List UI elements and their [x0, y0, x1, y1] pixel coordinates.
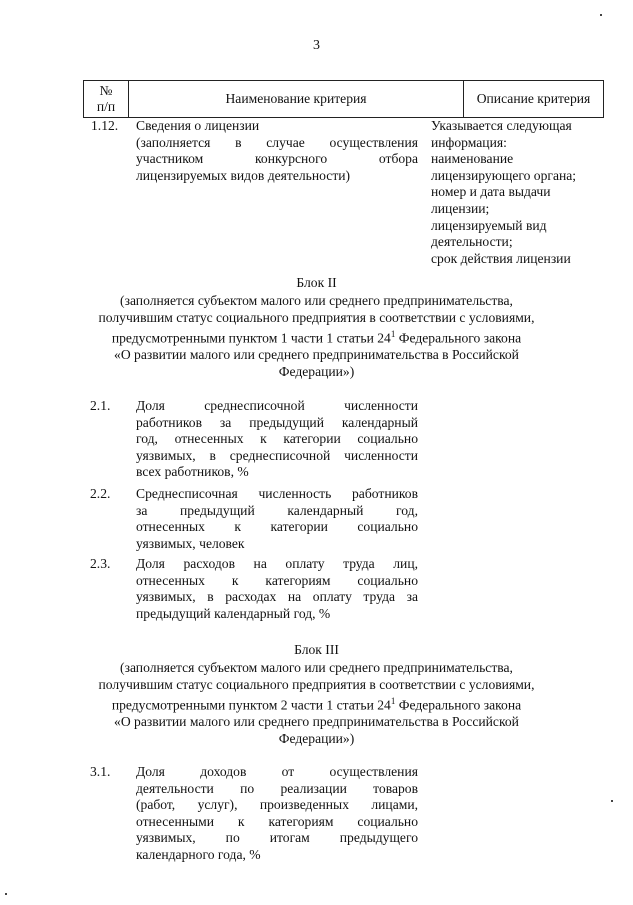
block-3-intro	[0, 660, 633, 748]
block-2-intro-line: (заполняется субъектом малого или среднего предпринимательства,	[120, 293, 513, 308]
block-2-title: Блок II	[296, 275, 337, 290]
row-1-12-title: Сведения о лицензии	[136, 118, 260, 133]
criterion-3-1-number: 3.1.	[90, 764, 111, 779]
description-line: лицензии;	[431, 200, 490, 216]
description-line: информация:	[431, 134, 507, 150]
description-line: лицензируемый вид	[431, 217, 547, 233]
criteria-table-header	[83, 80, 604, 118]
block-3-intro-text: Федерального закона	[395, 697, 522, 713]
criterion-2-2-number: 2.2.	[90, 486, 111, 501]
description-line: Указывается следующая	[431, 118, 572, 133]
block-3-superscript: 1	[390, 696, 396, 707]
block-2-superscript: 1	[390, 329, 396, 340]
scan-speck	[5, 893, 7, 895]
block-2-intro-text: предусмотренными пунктом 1 части 1 статьи 24	[111, 330, 391, 346]
description-line: номер и дата выдачи	[431, 184, 551, 200]
criterion-line: год, отнесенных к категории социально	[136, 431, 418, 447]
criterion-line: отнесенными к категориям социально	[136, 813, 418, 829]
scan-speck	[611, 800, 613, 802]
description-line: наименование	[431, 151, 514, 167]
criterion-2-1-text	[136, 398, 418, 481]
block-3-intro-line: получившим статус социального предприятия в соответствии с условиями,	[98, 676, 535, 692]
criterion-line: Доля доходов от осуществления	[136, 764, 418, 779]
description-line: срок действия лицензии	[431, 250, 571, 266]
block-3-title: Блок III	[294, 642, 339, 657]
block-3-intro-line: Федерации»)	[278, 730, 355, 746]
criterion-line: за предыдущий календарный год,	[136, 502, 418, 518]
criterion-line: отнесенных к категории социально	[136, 519, 418, 535]
block-2-intro	[0, 293, 633, 381]
page-number: 3	[313, 38, 320, 53]
block-2-intro-line: получившим статус социального предприятия в соответствии с условиями,	[98, 309, 535, 325]
row-1-12-note-line: участником конкурсного отбора	[136, 151, 418, 167]
header-description-cell: Описание критерия	[464, 81, 604, 118]
block-3-intro-line: (заполняется субъектом малого или среднего предпринимательства,	[120, 660, 513, 675]
criterion-line: уязвимых, в расходах на оплату труда за	[136, 589, 418, 605]
criterion-line: Среднесписочная численность работников	[136, 486, 418, 501]
description-line: деятельности;	[431, 234, 513, 250]
description-line: лицензирующего органа;	[431, 167, 577, 183]
header-number-abbr: п/п	[96, 99, 116, 114]
criterion-line: (работ, услуг), произведенных лицами,	[136, 797, 418, 813]
criterion-line: Доля среднесписочной численности	[136, 398, 418, 413]
block-2-intro-line	[0, 326, 633, 347]
criterion-line: уязвимых, в среднесписочной численности	[136, 447, 418, 463]
block-2-intro-line: Федерации»)	[278, 363, 355, 379]
block-3-intro-line: «О развитии малого или среднего предпринимательства в Российской	[114, 714, 519, 730]
criterion-line: работников за предыдущий календарный	[136, 414, 418, 430]
block-3-intro-text: предусмотренными пунктом 2 части 1 статьи 24	[111, 697, 391, 713]
row-1-12-criterion	[136, 118, 418, 184]
row-1-12-description	[431, 118, 606, 267]
row-1-12-note-line: лицензируемых видов деятельности)	[136, 167, 351, 183]
header-number-cell	[84, 81, 129, 118]
criterion-2-3-text	[136, 556, 418, 622]
criterion-line: всех работников, %	[136, 464, 249, 480]
criterion-line: отнесенных к категориям социально	[136, 572, 418, 588]
block-2-intro-text: Федерального закона	[395, 330, 522, 346]
row-1-12-number: 1.12.	[91, 118, 119, 133]
criterion-2-1-number: 2.1.	[90, 398, 111, 413]
criterion-line: Доля расходов на оплату труда лиц,	[136, 556, 418, 571]
header-number-sign: №	[99, 83, 113, 98]
header-name-cell: Наименование критерия	[129, 81, 464, 118]
criterion-line: уязвимых, по итогам предыдущего	[136, 830, 418, 846]
row-1-12-note-line: (заполняется в случае осуществления	[136, 134, 418, 150]
block-2-intro-line: «О развитии малого или среднего предпринимательства в Российской	[114, 347, 519, 363]
criterion-line: уязвимых, человек	[136, 535, 245, 551]
criterion-2-3-number: 2.3.	[90, 556, 111, 571]
criterion-line: деятельности по реализации товаров	[136, 780, 418, 796]
criterion-line: предыдущий календарный год, %	[136, 605, 331, 621]
criterion-3-1-text	[136, 764, 418, 864]
block-3-intro-line	[0, 693, 633, 714]
criterion-2-2-text	[136, 486, 418, 552]
criterion-line: календарного года, %	[136, 846, 261, 862]
scan-speck	[600, 14, 602, 16]
